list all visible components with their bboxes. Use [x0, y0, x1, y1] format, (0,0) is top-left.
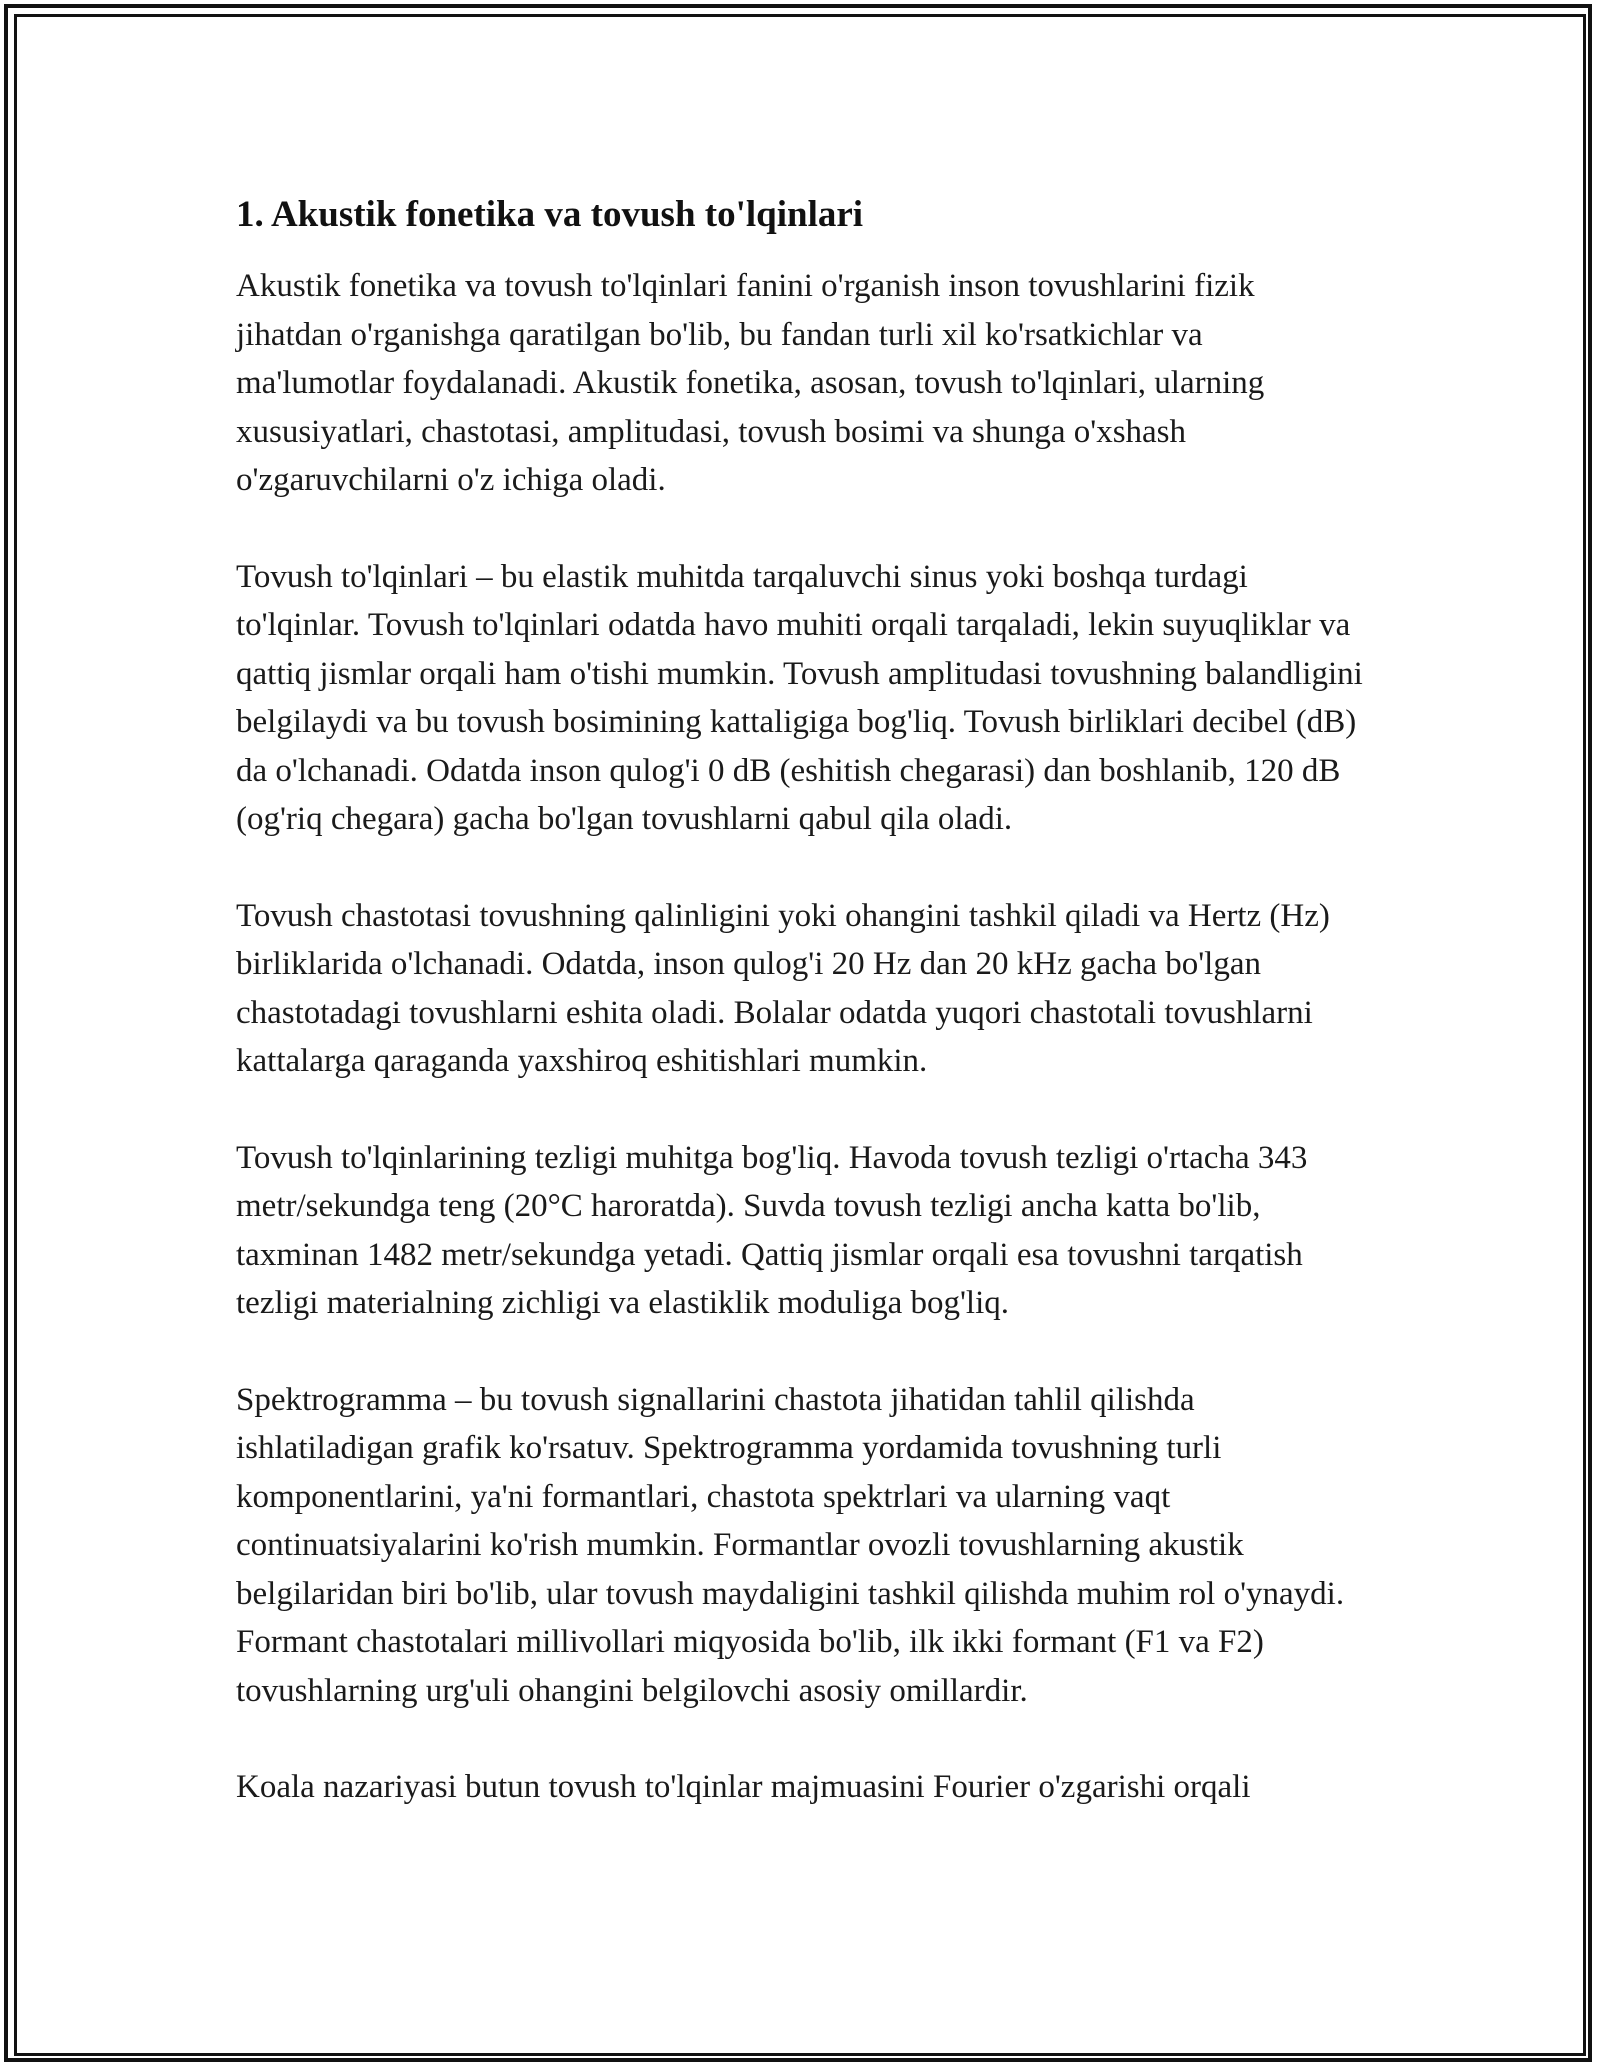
paragraph-3: Tovush chastotasi tovushning qalinligini yoki ohangini tashkil qiladi va Hertz (Hz) birliklarida o'lchanadi. Odatda, inson qulog'i 20 Hz dan 20 kHz gacha bo'lgan chastotadagi tovushlarni eshita oladi. Bolalar odatda yuqori chastotali tovushlarni kattalarga qaraganda yaxshiroq eshitishlari mumkin. — [236, 897, 1330, 1079]
paragraph-6: Koala nazariyasi butun tovush to'lqinlar majmuasini Fourier o'zgarishi orqali — [236, 1769, 1251, 1805]
paragraph-2: Tovush to'lqinlari – bu elastik muhitda tarqaluvchi sinus yoki boshqa turdagi to'lqinlar. Tovush to'lqinlari odatda havo muhiti orqali tarqaladi, lekin suyuqliklar va qattiq jismlar orqali ham o'tishi mumkin. Tovush amplitudasi tovushning balandligini belgilaydi va bu tovush bosimining kattaligiga bog'liq. Tovush birliklari decibel (dB) da o'lchanadi. Odatda inson qulog'i 0 dB (eshitish chegarasi) dan boshlanib, 120 dB (og'riq chegara) gacha bo'lgan tovushlarni qabul qila oladi. — [236, 558, 1363, 837]
section-heading: 1. Akustik fonetika va tovush to'lqinlari — [236, 194, 864, 235]
paragraph-4: Tovush to'lqinlarining tezligi muhitga bog'liq. Havoda tovush tezligi o'rtacha 343 metr/sekundga teng (20°C haroratda). Suvda tovush tezligi ancha katta bo'lib, taxminan 1482 metr/sekundga yetadi. Qattiq jismlar orqali esa tovushni tarqatish tezligi materialning zichligi va elastiklik moduliga bog'liq. — [236, 1139, 1308, 1321]
paragraph-1: Akustik fonetika va tovush to'lqinlari fanini o'rganish inson tovushlarini fizik jihatdan o'rganishga qaratilgan bo'lib, bu fandan turli xil ko'rsatkichlar va ma'lumotlar foydalanadi. Akustik fonetika, asosan, tovush to'lqinlari, ularning xususiyatlari, chastotasi, amplitudasi, tovush bosimi va shunga o'xshash o'zgaruvchilarni o'z ichiga oladi. — [236, 268, 1265, 498]
paragraph-5: Spektrogramma – bu tovush signallarini chastota jihatidan tahlil qilishda ishlatiladigan grafik ko'rsatuv. Spektrogramma yordamida tovushning turli komponentlarini, ya'ni formantlari, chastota spektrlari va ularning vaqt continuatsiyalarini ko'rish mumkin. Formantlar ovozli tovushlarning akustik belgilaridan biri bo'lib, ular tovush maydaligini tashkil qilishda muhim rol o'ynaydi. Formant chastotalari millivollari miqyosida bo'lib, ilk ikki formant (F1 va F2) tovushlarning urg'uli ohangini belgilovchi asosiy omillardir. — [236, 1381, 1345, 1709]
document-body — [236, 190, 1366, 1860]
